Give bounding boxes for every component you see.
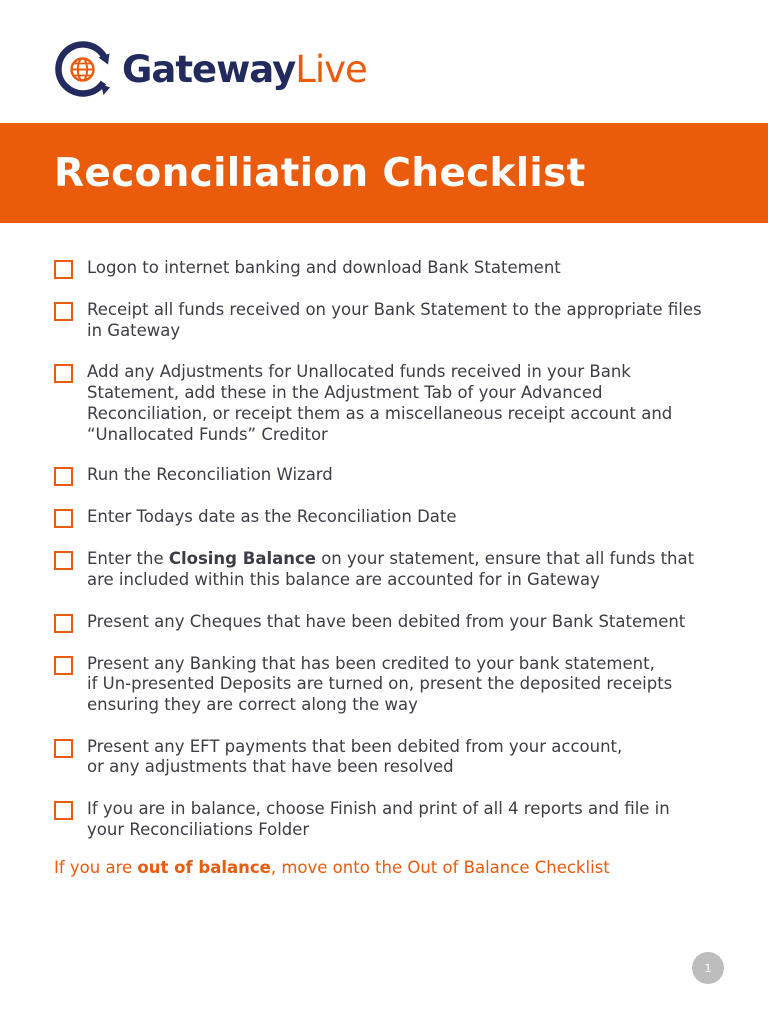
out-of-balance-emphasis: out of balance	[137, 858, 271, 877]
checkbox[interactable]	[54, 614, 73, 633]
closing-balance-emphasis: Closing Balance	[168, 549, 316, 569]
checkbox[interactable]	[54, 739, 73, 758]
checklist-item-text	[87, 549, 694, 590]
checklist-item	[54, 612, 724, 633]
checkbox[interactable]	[54, 551, 73, 570]
checkbox[interactable]	[54, 260, 73, 279]
checklist-item-text: Receipt all funds received on your Bank Statement to the appropriate files in Gateway	[87, 300, 702, 340]
checklist-item	[54, 654, 724, 716]
item-text-start: Enter the	[87, 549, 169, 569]
out-of-balance-note	[54, 857, 610, 878]
checklist-item	[54, 507, 724, 528]
checkbox[interactable]	[54, 656, 73, 675]
note-text-end: , move onto the Out of Balance Checklist	[270, 858, 610, 877]
checklist-item-text: Enter Todays date as the Reconciliation Date	[87, 507, 457, 527]
checklist-item-text: Present any EFT payments that been debited from your account, or any adjustments that have been resolved	[87, 736, 623, 777]
reconciliation-checklist	[54, 258, 724, 841]
checklist-item-text: Present any Banking that has been credited to your bank statement, if Un-presented Deposits are turned on, present the deposited receipts ensuring they are correct along the way	[87, 653, 673, 715]
checklist-item-text: Add any Adjustments for Unallocated funds received in your Bank Statement, add these in the Adjustment Tab of your Advanced Reconciliation, or receipt them as a miscellaneous receipt account and “Unallocated Funds” Creditor	[87, 362, 673, 444]
checkbox[interactable]	[54, 509, 73, 528]
brand-name-primary: Gateway	[122, 47, 296, 91]
globe-refresh-icon	[54, 40, 112, 98]
checklist-item-text: Logon to internet banking and download Bank Statement	[87, 258, 561, 277]
checkbox[interactable]	[54, 302, 73, 321]
brand-logo	[54, 40, 367, 98]
item-text-end: on your statement, ensure that all funds that are included within this balance are accounted for in Gateway	[87, 549, 695, 589]
checklist-item	[54, 258, 724, 279]
page-title: Reconciliation Checklist	[54, 151, 586, 196]
brand-name-secondary: Live	[295, 47, 367, 91]
checklist-item	[54, 549, 724, 590]
checkbox[interactable]	[54, 801, 73, 820]
note-text-start: If you are	[54, 858, 138, 877]
checklist-item	[54, 737, 724, 778]
checklist-item	[54, 300, 724, 341]
checklist-item	[54, 362, 724, 445]
checkbox[interactable]	[54, 364, 73, 383]
checkbox[interactable]	[54, 467, 73, 486]
checklist-item	[54, 799, 724, 840]
checklist-item-text: Run the Reconciliation Wizard	[87, 465, 333, 485]
page-number-badge: 1	[692, 952, 724, 984]
checklist-item-text: Present any Cheques that have been debited from your Bank Statement	[87, 611, 686, 631]
brand-wordmark	[122, 47, 367, 91]
checklist-item-text: If you are in balance, choose Finish and print of all 4 reports and file in your Reconciliations Folder	[87, 799, 670, 839]
checklist-item	[54, 465, 724, 486]
